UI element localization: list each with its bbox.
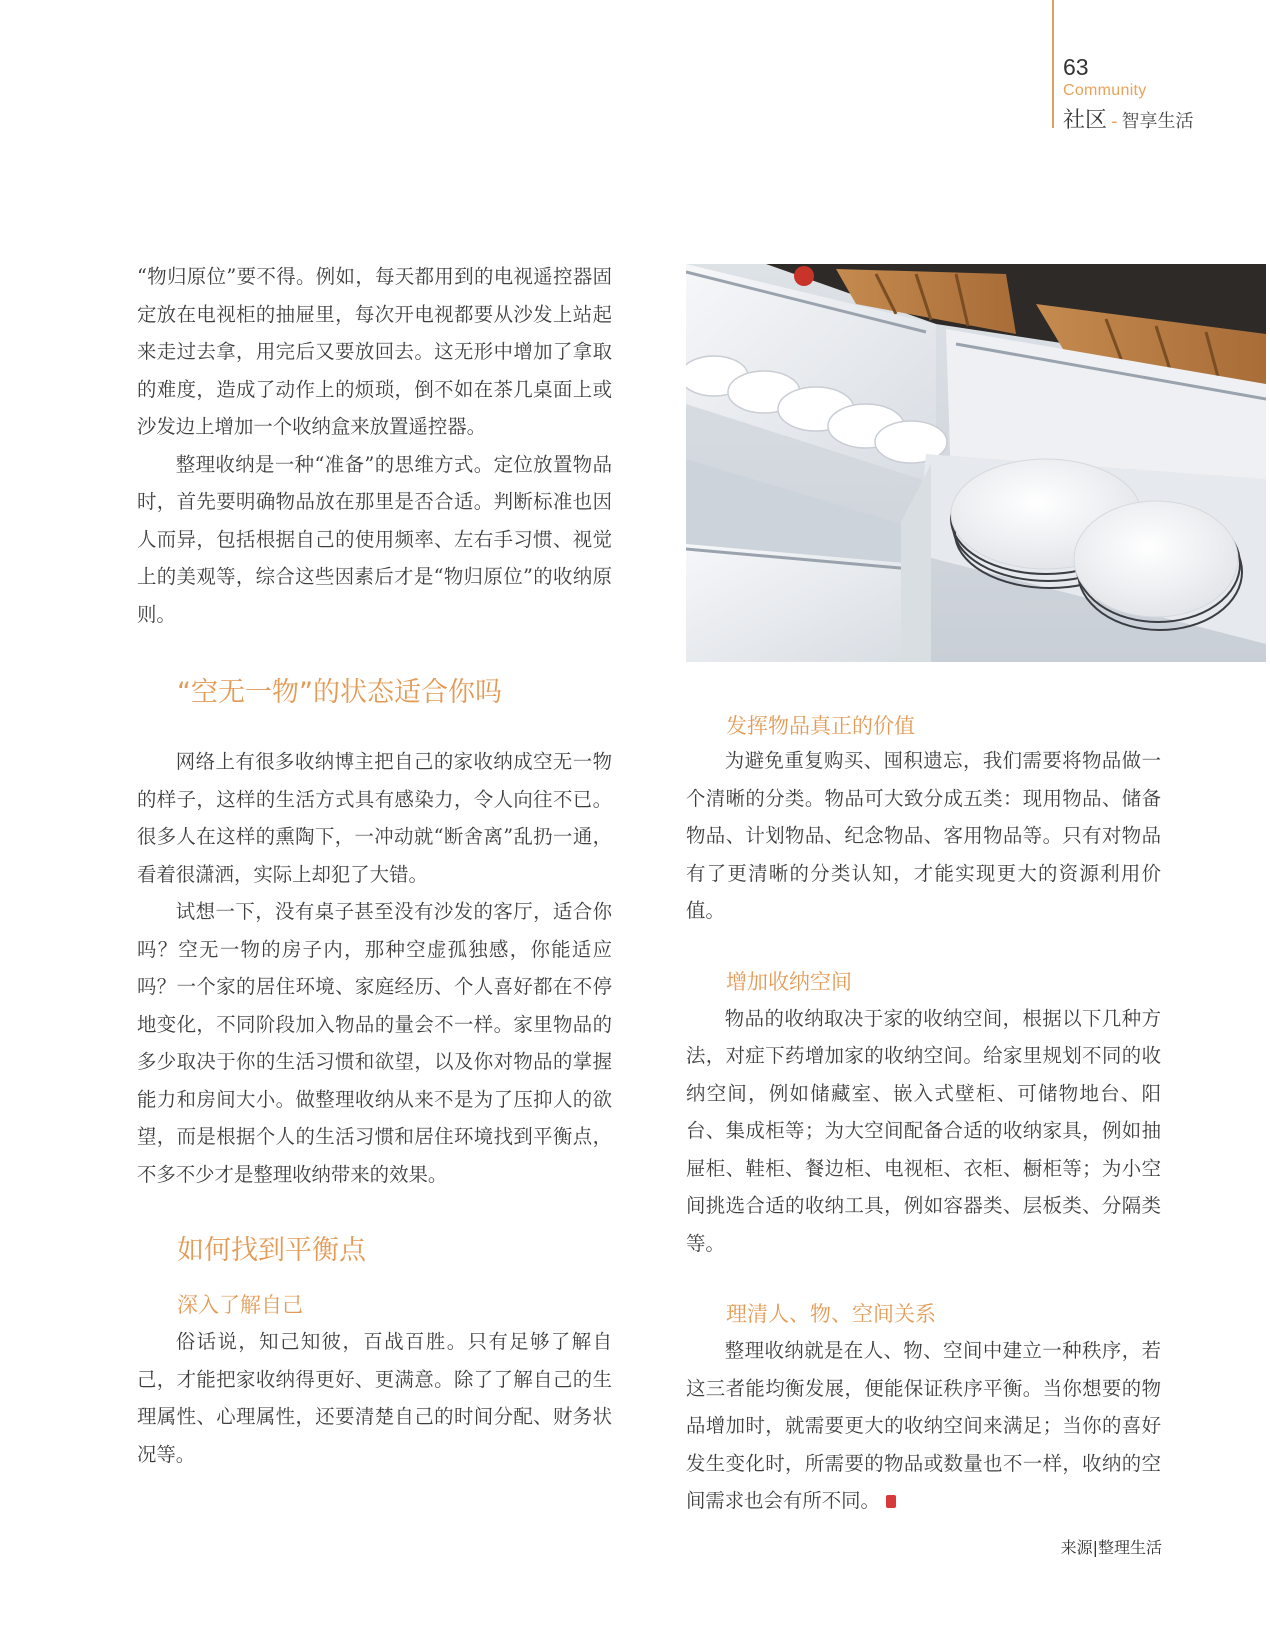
header-divider-line <box>1052 0 1054 128</box>
subsection-heading: 发挥物品真正的价值 <box>726 714 915 738</box>
subsection-heading: 增加收纳空间 <box>726 969 852 994</box>
paragraph: 网络上有很多收纳博主把自己的家收纳成空无一物的样子，这样的生活方式具有感染力，令人向往不已。很多人在这样的熏陶下，一冲动就“断舍离”乱扔一通，看着很潇洒，实际上却犯了大错。 <box>137 750 612 886</box>
kitchen-drawers-photo <box>686 264 1266 662</box>
paragraph: 试想一下，没有桌子甚至没有沙发的客厅，适合你吗？空无一物的房子内，那种空虚孤独感，你能适应吗？一个家的居住环境、家庭经历、个人喜好都在不停地变化，不同阶段加入物品的量会不一样。家里物品的多少取决于你的生活习惯和欲望，以及你对物品的掌握能力和房间大小。做整理收纳从来不是为了压抑人的欲望，而是根据个人的生活习惯和居住环境找到平衡点，不多不少才是整理收纳带来的效果。 <box>137 900 612 1186</box>
paragraph: 整理收纳是一种“准备”的思维方式。定位放置物品时，首先要明确物品放在那里是否合适。判断标准也因人而异，包括根据自己的使用频率、左右手习惯、视觉上的美观等，综合这些因素后才是“物归原位”的收纳原则。 <box>137 452 612 626</box>
section-name: 社区 <box>1063 108 1108 133</box>
subsection-name: 智享生活 <box>1121 111 1194 132</box>
paragraph: 为避免重复购买、囤积遗忘，我们需要将物品做一个清晰的分类。物品可大致分成五类：现用物品、储备物品、计划物品、纪念物品、客用物品等。只有对物品有了更清晰的分类认知，才能实现更大的资源利用价值。 <box>686 749 1161 922</box>
paragraph-text: 整理收纳就是在人、物、空间中建立一种秩序，若这三者能均衡发展，便能保证秩序平衡。当你想要的物品增加时，就需要更大的收纳空间来满足；当你的喜好发生变化时，所需要的物品或数量也不一样，收纳的空间需求也会有所不同。 <box>686 1339 1161 1512</box>
paragraph: “物归原位”要不得。例如，每天都用到的电视遥控器固定放在电视柜的抽屉里，每次开电视都要从沙发上站起来走过去拿，用完后又要放回去。这无形中增加了拿取的难度，造成了动作上的烦琐，倒不如在茶几桌面上或沙发边上增加一个收纳盒来放置遥控器。 <box>137 265 612 438</box>
drawer-illustration <box>686 264 1266 662</box>
subsection-heading: 理清人、物、空间关系 <box>726 1302 936 1326</box>
section-separator: - <box>1111 111 1118 132</box>
paragraph <box>686 1332 1161 1520</box>
section-title-chinese <box>1063 103 1194 134</box>
left-text-column <box>137 258 612 1473</box>
right-text-column <box>686 714 1161 1520</box>
section-heading: “空无一物”的状态适合你吗 <box>177 677 502 708</box>
paragraph: 物品的收纳取决于家的收纳空间，根据以下几种方法，对症下药增加家的收纳空间。给家里规划不同的收纳空间，例如储藏室、嵌入式壁柜、可储物地台、阳台、集成柜等；为大空间配备合适的收纳家具，例如抽屉柜、鞋柜、餐边柜、电视柜、衣柜、橱柜等；为小空间挑选合适的收纳工具，例如容器类、层板类、分隔类等。 <box>686 1006 1161 1255</box>
subsection-heading: 深入了解自己 <box>177 1293 303 1317</box>
page-number: 63 <box>1063 54 1089 80</box>
section-title-english: Community <box>1063 82 1147 99</box>
paragraph: 俗话说，知己知彼，百战百胜。只有足够了解自己，才能把家收纳得更好、更满意。除了了解自己的生理属性、心理属性，还要清楚自己的时间分配、财务状况等。 <box>137 1330 612 1466</box>
end-of-article-icon <box>886 1495 896 1508</box>
section-heading: 如何找到平衡点 <box>177 1235 366 1266</box>
source-credit: 来源|整理生活 <box>1060 1538 1162 1557</box>
